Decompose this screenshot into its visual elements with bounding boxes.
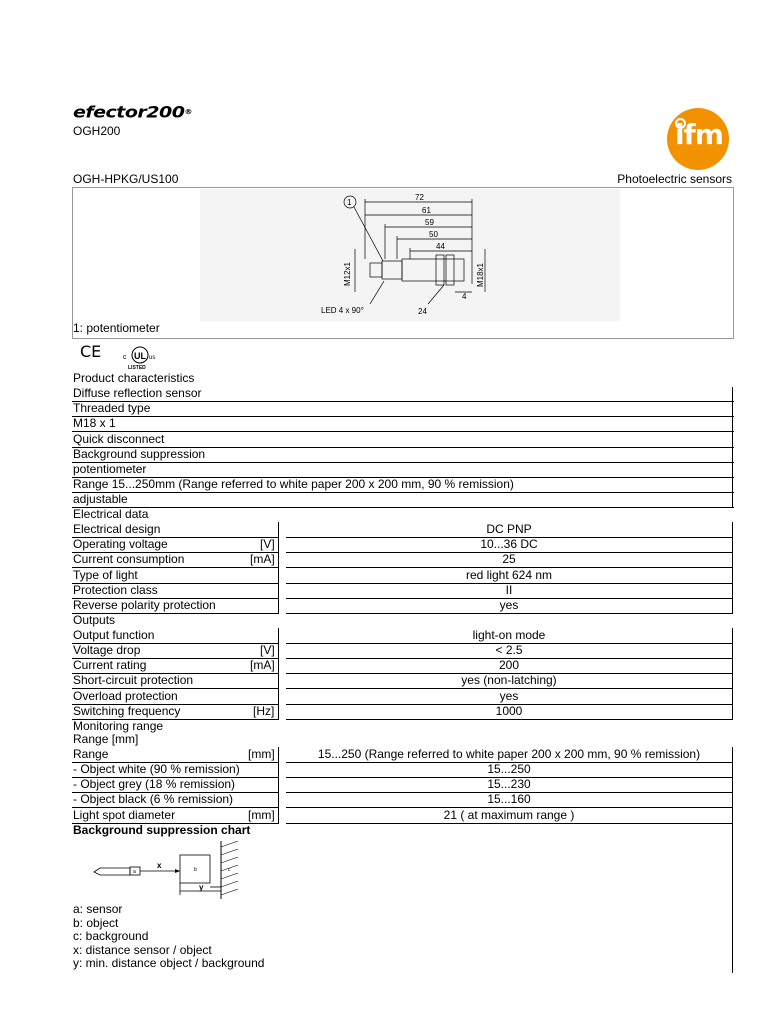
svg-text:c: c [228, 867, 231, 873]
product-item: Background suppression [72, 447, 734, 463]
legend-item: y: min. distance object / background [73, 956, 265, 970]
svg-text:x: x [157, 861, 162, 870]
svg-text:b: b [194, 867, 197, 873]
product-item: potentiometer [72, 462, 734, 478]
ce-mark-icon: CE [80, 342, 102, 361]
cul-us-listed-icon [120, 345, 160, 371]
wrench-label: 24 [418, 307, 427, 316]
svg-text:a: a [133, 869, 136, 875]
chart-legend [73, 903, 264, 971]
svg-text:LISTED: LISTED [128, 365, 146, 371]
background-suppression-diagram [90, 841, 242, 901]
dim-61: 61 [422, 206, 431, 215]
svg-text:us: us [149, 355, 156, 361]
legend-item: b: object [73, 915, 119, 930]
led-label: LED 4 x 90° [321, 306, 364, 315]
dim-72: 72 [415, 193, 424, 202]
svg-text:c: c [123, 354, 127, 361]
thread-right-label: M18x1 [476, 262, 485, 287]
svg-text:y: y [199, 883, 204, 892]
product-item: Range 15...250mm (Range referred to white paper 200 x 200 mm, 90 % remission) [72, 477, 734, 493]
product-item: Quick disconnect [72, 432, 734, 448]
drawing-footnote: 1: potentiometer [73, 321, 160, 335]
article-number: OGH-HPKG/US100 [73, 172, 179, 186]
legend-item: x: distance sensor / object [73, 942, 212, 957]
dim-59: 59 [425, 218, 434, 227]
electrical-data-heading: Electrical data [73, 507, 149, 521]
model-name: OGH200 [73, 124, 121, 138]
background-suppression-heading: Background suppression chart [73, 823, 251, 837]
efector-logo: efector200® [73, 103, 192, 122]
product-characteristics-heading: Product characteristics [73, 371, 195, 385]
legend-item: c: background [73, 929, 149, 943]
monitoring-range-heading: Monitoring range [73, 719, 164, 733]
svg-text:UL: UL [134, 351, 146, 361]
dimension-drawing [200, 189, 620, 321]
range-subheading: Range [mm] [73, 732, 139, 746]
dim-50: 50 [429, 230, 438, 239]
legend-item: a: sensor [73, 902, 123, 916]
product-item: M18 x 1 [72, 416, 734, 432]
product-item: Threaded type [72, 401, 734, 417]
depth-label: 4 [462, 292, 467, 301]
thread-left-label: M12x1 [343, 261, 352, 286]
dim-44: 44 [436, 242, 445, 251]
outputs-heading: Outputs [73, 613, 116, 627]
callout-1: 1 [347, 198, 352, 207]
product-item: adjustable [72, 492, 734, 508]
ifm-logo: ifm [667, 108, 729, 170]
product-category: Photoelectric sensors [617, 172, 732, 186]
product-item: Diffuse reflection sensor [72, 386, 734, 402]
